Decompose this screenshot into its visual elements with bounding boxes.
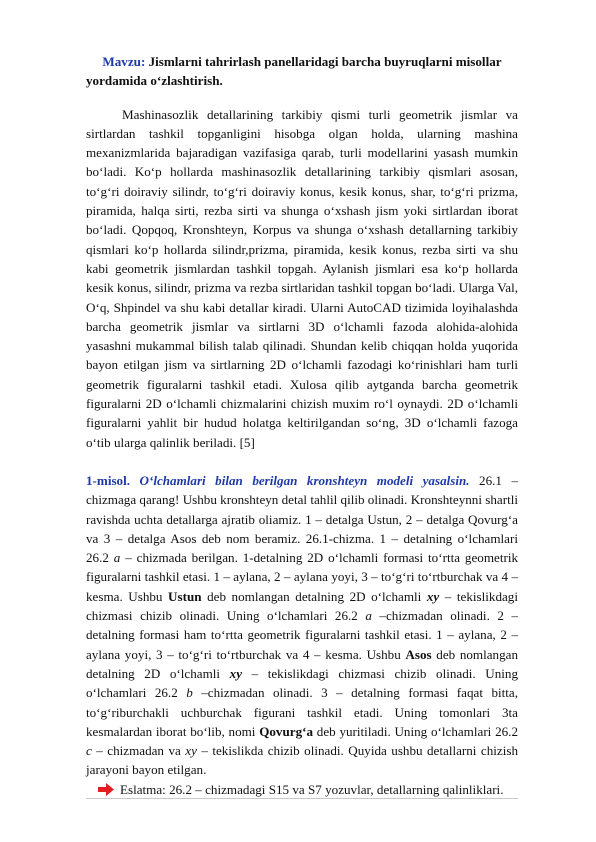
example-text: deb nomlangan detalning 2D o‘lchamli <box>86 646 518 681</box>
example-paragraph <box>86 471 518 780</box>
document-page <box>86 52 518 799</box>
example-text: – tekislikdagi chizmasi chizib olinadi. Uning o‘lchamlari 26.2 <box>86 588 518 624</box>
example-text: – tekislikdagi chizmasi chizib olinadi. Uning o‘lchamlari 26.2 <box>86 665 518 701</box>
example-text: 26.1 – chizmaga qarang! Ushbu kronshteyn detal tahlil qilib olinadi. Kronshteynni shartli ravishda uchta detallarga ajratib oliamiz. 1 – detalga Ustun, 2 – detalga Qovurg‘a va 3 – detalga Asos deb nom beramiz. 26.1-chizma. 1 – detalning o‘lchamlari 26.2 <box>86 472 518 566</box>
example-text: –chizmadan olinadi. 2 – detalning formasi ham to‘rtta geometrik figuralarni tashkil etasi. 1 – aylana, 2 – aylana yoyi, 3 – to‘g‘ri to‘rtburchak va 4 – kesma. Ushbu <box>86 608 518 662</box>
plane-ref: xy <box>229 665 242 681</box>
right-arrow-icon <box>98 783 114 796</box>
example-text: – chizmada berilgan. 1-detalning 2D o‘lchamli formasi to‘rtta geometrik figuralarni tashkil etasi. 1 – aylana, 2 – aylana yoyi, 3 – to‘g‘ri to‘rtburchak va 4 – kesma. Ushbu <box>86 550 519 604</box>
example-text: – chizmadan va <box>91 743 186 759</box>
title-label: Mavzu: <box>102 54 146 69</box>
plane-ref: xy <box>426 588 440 604</box>
example-text: – tekislikda chizib olinadi. Quyida ushbu detallarni chizish jarayoni bayon etilgan. <box>86 743 518 778</box>
part-name: Ustun <box>168 588 202 604</box>
figure-ref: a <box>365 608 372 624</box>
note-box <box>86 780 518 799</box>
paragraph-spacer <box>86 452 518 471</box>
note-text: Eslatma: 26.2 – chizmadagi S15 va S7 yozuvlar, detallarning qalinliklari. <box>120 781 504 797</box>
part-name: Qovurg‘a <box>259 723 314 739</box>
page-title <box>86 52 518 91</box>
title-text: Jismlarni tahrirlash panellaridagi barcha buyruqlarni misollar yordamida o‘zlashtirish. <box>86 54 502 89</box>
plane-ref: xy <box>185 743 197 759</box>
figure-ref: b <box>186 685 193 701</box>
example-text: –chizmadan olinadi. 3 – detalning formasi faqat bitta, to‘g‘riburchakli uchburchak figurani tashkil etadi. Uning tomonlari 3ta kesmalardan iborat bo‘lib, nomi <box>86 685 518 739</box>
intro-paragraph: Mashinasozlik detallarining tarkibiy qismi turli geometrik jismlar va sirtlardan tashkil topganligini hisobga olgan holda, ularning mashina mexanizmlarida bajaradigan vazifasiga qarab, turli modellarini yasash mumkin bo‘ladi. Ko‘p hollarda mashinasozlik detallarining tarkibiy qismlari asosan, to‘g‘ri doiraviy silindr, to‘g‘ri doiraviy konus, kesik konus, shar, to‘g‘ri prizma, piramida, halqa sirti, rezba sirti va shunga o‘xshash jism yoki sirtlardan iborat bo‘ladi. Qopqoq, Kronshteyn, Korpus va shunga o‘xshash detallarning tarkibiy qismlari ko‘p hollarda silindr,prizma, piramida, kesik konus, rezba sirti va shu kabi geometrik jismlardan tashkil topgah. Aylanish jismlari esa ko‘p hollarda kesik konus, silindr, prizma va rezba sirtlaridan tashkil topgan bo‘ladi. Ularga Val, O‘q, Shpindel va shu kabi detallar kiradi. Ularni AutoCAD tizimida loyihalashda barcha geometrik jismlar va sirtlarni 3D o‘lchamli fazoda alohida-alohida yasashni mukammal bilish talab qilinadi. Shundan kelib chiqqan holda yuqorida bayon etilgan jism va sirtlarning 2D o‘lchamli fazodagi ko‘rinishlari ham turli geometrik figuralarni tashkil etadi. Xulosa qilib aytganda barcha geometrik figuralarni 2D o‘lchamli chizmalarini chizish muxim ro‘l oynaydi. 2D o‘lchamli figuralarni yahlit bir hudud holatga keltirilgandan so‘ng, 3D o‘lchamli fazoga o‘tib ularga qalinlik beriladi. [5] <box>86 106 518 450</box>
example-title: O‘lchamlari bilan berilgan kronshteyn modeli yasalsin. <box>139 472 470 488</box>
part-name: Asos <box>405 646 432 662</box>
figure-ref: a <box>113 550 121 566</box>
example-text: deb nomlangan detalning 2D o‘lchamli <box>201 588 427 604</box>
example-label: 1-misol. <box>86 472 131 488</box>
example-text: deb yuritiladi. Uning o‘lchamlari 26.2 <box>313 723 518 739</box>
figure-ref: c <box>86 743 92 759</box>
